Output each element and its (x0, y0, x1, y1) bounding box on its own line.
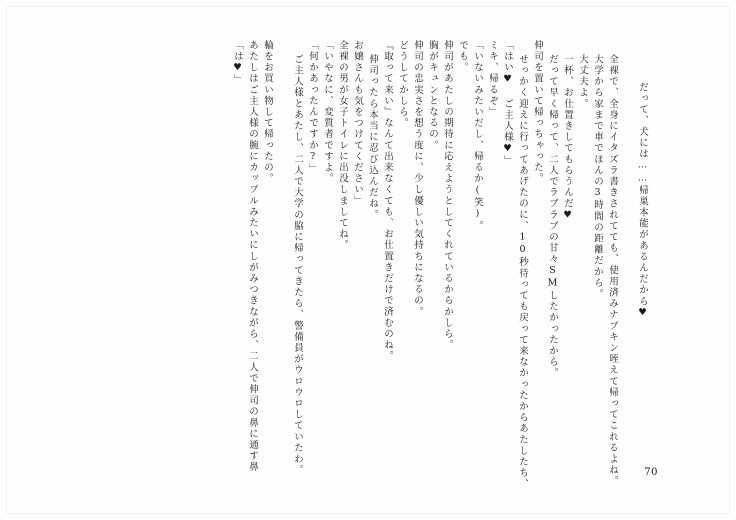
text-column: お嬢さんも気をつけてください」 (352, 40, 363, 207)
text-column: 輪をお買い物して帰ったの。 (262, 40, 273, 185)
text-column: 「はい♥ ご主人様♥」 (502, 40, 513, 167)
text-column: どうしてかしら。 (397, 40, 408, 129)
text-column: 『取って来い』なんて出来なくても、お仕置きだけで済むのね。 (382, 40, 393, 362)
text-column (275, 40, 290, 440)
text-column: あたしはご主人様の腕にカップルみたいにしがみつきながら、二人で伸司の鼻に通す鼻 (247, 40, 258, 473)
text-column: せっかく迎えに行ってあげたのに、10秒待っても戻って来なかったからあたしたち、 (517, 54, 528, 490)
text-column: 全裸の男が女子トイレに出没しましてね。 (337, 40, 348, 251)
text-column: 伸司ったら本当に忍び込んだね。 (367, 54, 378, 221)
text-column: ご主人様とあたし、二人で大学の脇に帰ってきたら、警備員がウロウロしていたわ。 (292, 54, 303, 476)
text-column (620, 40, 635, 440)
text-column: だって早く帰って、二人でラブラブの甘々SMしたかったから。 (547, 54, 558, 379)
text-column: 大丈夫よ。 (577, 54, 588, 110)
text-column: 胸がキュンとなるの。 (427, 40, 438, 151)
text-column: だって、犬には……帰巣本能があるんだから♥ (637, 82, 648, 320)
text-column: 一杯、お仕置きしてもらうんだ♥ (562, 54, 573, 222)
vertical-text-body (230, 40, 650, 490)
text-column: 全裸で、全身にイタズラ書きされてても、使用済みナプキン咥えて帰ってこれるよね。 (607, 54, 618, 487)
page-number: 70 (644, 467, 658, 478)
text-column: 伸司の忠実さを想う度に、少し優しい気持ちになるの。 (412, 40, 423, 318)
text-column: 伸司があたしの期待に応えようとしてくれているからかしら。 (442, 40, 453, 351)
text-column: 「何かあったんですか?」 (307, 40, 318, 175)
text-column: 「いやなに、変質者ですよ。 (322, 40, 333, 185)
text-column: 「いないみたいだし、帰るか(笑)。 (472, 40, 483, 232)
text-column: 大学から家まで車でほんの3時間の距離だから。 (592, 54, 603, 300)
text-column: 「は♥」 (232, 40, 243, 86)
text-column: ミキ、帰るぞ」 (487, 40, 498, 118)
text-column: でも。 (457, 40, 468, 74)
text-column: 伸司を置いて帰っちゃった。 (532, 40, 543, 185)
